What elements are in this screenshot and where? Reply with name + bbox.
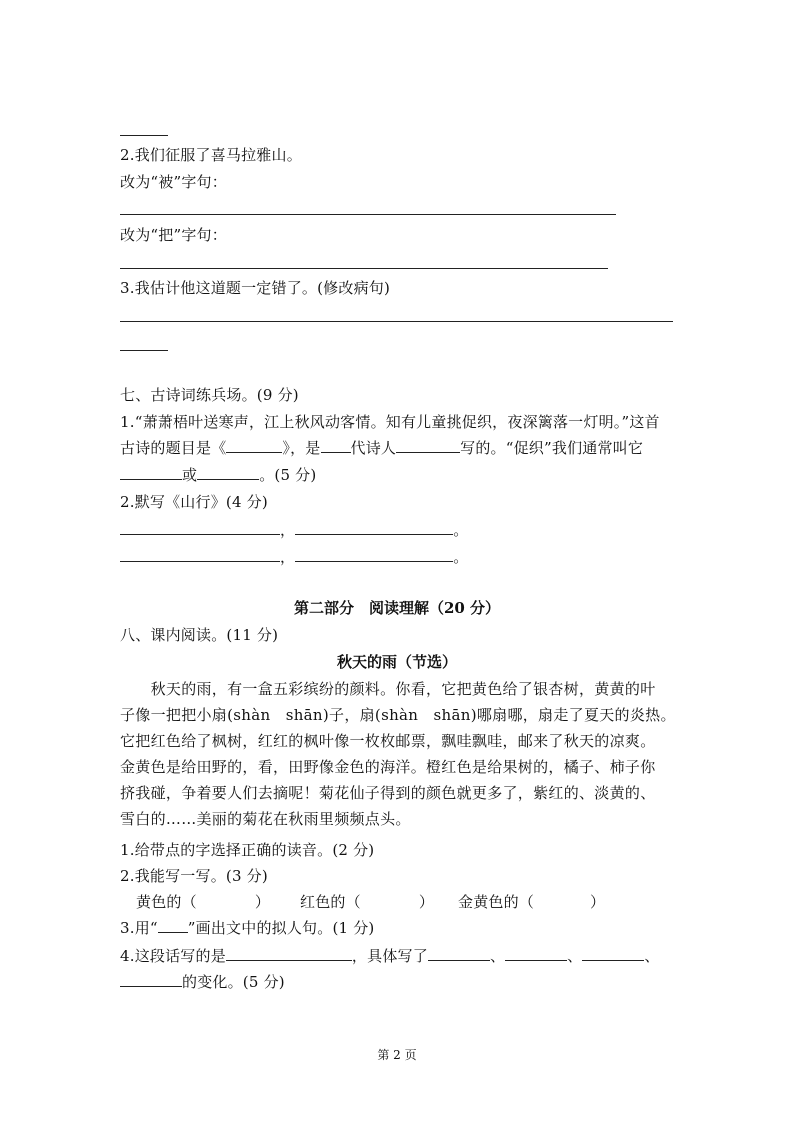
text-fragment: 3.用“ (120, 919, 158, 937)
question-8-4-line-1 (120, 946, 660, 966)
instruction-ba-sentence: 改为“把”字句： (120, 226, 227, 244)
part-2-heading: 第二部分 阅读理解（20 分） (293, 599, 501, 617)
separator: 、 (489, 947, 506, 965)
poem-recite-line-1 (120, 520, 468, 540)
blank-cricket-name-1[interactable] (120, 465, 182, 480)
question-7-1-line-2 (120, 438, 643, 458)
comma: ， (280, 521, 296, 539)
blank-change[interactable] (120, 972, 182, 987)
blank-change[interactable] (428, 946, 490, 961)
text-fragment: 或 (182, 466, 198, 484)
question-8-3 (120, 918, 374, 938)
question-7-1-line-3 (120, 465, 316, 485)
question-8-4-line-2 (120, 972, 285, 992)
poem-recite-line-2 (120, 547, 468, 567)
question-7-2: 2.默写《山行》(4 分) (120, 493, 268, 511)
text-fragment: 的变化。(5 分) (182, 973, 285, 991)
text-fragment: ，具体写了 (351, 947, 428, 965)
separator: 、 (644, 947, 660, 965)
text-fragment: 》，是 (282, 439, 321, 457)
blank-poem-verse[interactable] (120, 520, 280, 535)
comma: ， (280, 548, 296, 566)
text-fragment: 4.这段话写的是 (120, 947, 226, 965)
item-close: ） (590, 893, 606, 911)
blank-cricket-name-2[interactable] (197, 465, 259, 480)
separator: 、 (567, 947, 583, 965)
question-7-1-line-1: 1.“萧萧梧叶送寒声，江上秋风动客情。知有儿童挑促织，夜深篱落一灯明。”这首 (120, 413, 660, 431)
question-6-2: 2.我们征服了喜马拉雅山。 (120, 146, 302, 164)
question-8-2-items (136, 892, 605, 912)
blank-poet[interactable] (396, 438, 460, 453)
text-fragment: ”画出文中的拟人句。(1 分) (187, 919, 375, 937)
question-6-3: 3.我估计他这道题一定错了。(修改病句) (120, 279, 391, 297)
item-label: 金黄色的（ (458, 893, 535, 911)
answer-line[interactable] (120, 321, 673, 322)
passage-line: 雪白的……美丽的菊花在秋雨里频频点头。 (120, 810, 411, 828)
question-8-2: 2.我能写一写。(3 分) (120, 867, 268, 885)
item-close: ） (418, 893, 435, 911)
passage-line: 金黄色是给田野的，看，田野像金色的海洋。橙红色是给果树的，橘子、柿子你 (120, 758, 656, 776)
blank-poem-verse[interactable] (120, 547, 280, 562)
answer-line[interactable] (120, 268, 608, 269)
passage-line: 它把红色给了枫树，红红的枫叶像一枚枚邮票，飘哇飘哇，邮来了秋天的凉爽。 (120, 732, 656, 750)
page-number: 第 2 页 (377, 1048, 417, 1062)
passage-line: 挤我碰，争着要人们去摘呢！菊花仙子得到的颜色就更多了，紫红的、淡黄的、 (120, 784, 656, 802)
section-7-heading: 七、古诗词练兵场。(9 分) (120, 386, 299, 404)
item-label: 红色的（ (300, 893, 361, 911)
passage-line: 秋天的雨，有一盒五彩缤纷的颜料。你看，它把黄色给了银杏树，黄黄的叶 (120, 680, 656, 698)
text-fragment: 写的。“促织”我们通常叫它 (460, 439, 644, 457)
text-fragment: 。(5 分) (259, 466, 317, 484)
question-8-1: 1.给带点的字选择正确的读音。(2 分) (120, 841, 375, 859)
answer-line[interactable] (120, 350, 168, 351)
blank-change[interactable] (505, 946, 567, 961)
passage-line: 子像一把把小扇(shàn shān)子，扇(shàn shān)哪扇哪，扇走了夏天的炎热。 (120, 706, 676, 724)
answer-line[interactable] (120, 214, 616, 215)
period: 。 (453, 548, 469, 566)
text-fragment: 代诗人 (350, 439, 397, 457)
period: 。 (453, 521, 469, 539)
blank-topic[interactable] (226, 946, 352, 961)
blank-dynasty[interactable] (321, 438, 351, 453)
blank-change[interactable] (582, 946, 644, 961)
item-close: ） (254, 893, 271, 911)
answer-line (120, 135, 168, 136)
blank-poem-verse[interactable] (295, 547, 453, 562)
passage-title: 秋天的雨（节选） (336, 653, 457, 671)
underline-sample (158, 918, 188, 933)
blank-poem-verse[interactable] (295, 520, 453, 535)
instruction-bei-sentence: 改为“被”字句： (120, 173, 227, 191)
item-label: 黄色的（ (136, 893, 197, 911)
blank-poem-title[interactable] (226, 438, 282, 453)
text-fragment: 古诗的题目是《 (120, 439, 227, 457)
reading-passage (120, 676, 680, 832)
section-8-heading: 八、课内阅读。(11 分) (120, 626, 279, 644)
